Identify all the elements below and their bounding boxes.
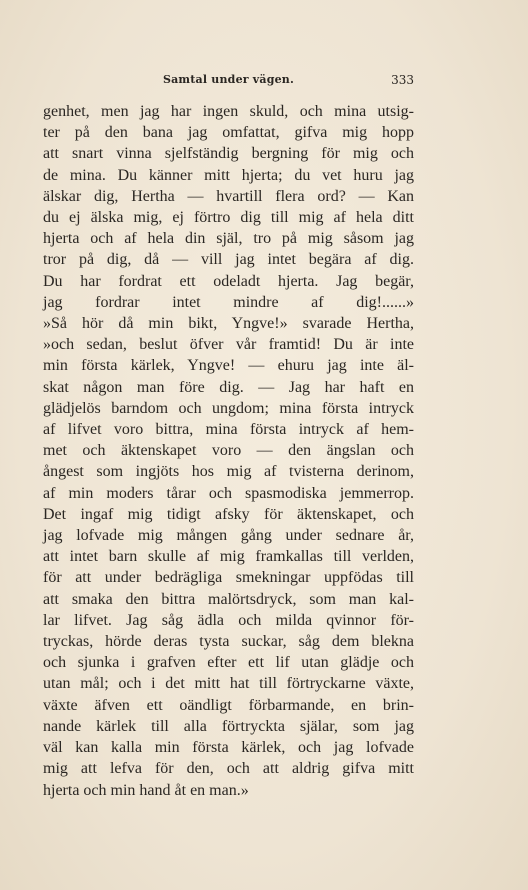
text-line: skat någon man före dig. — Jag har haft en xyxy=(43,378,414,396)
text-line: nande kärlek till alla förtryckta själar, som jag xyxy=(43,717,414,735)
page-number: 333 xyxy=(391,73,414,87)
text-line: för att under bedrägliga smekningar uppfödas till xyxy=(43,569,414,587)
text-line: lar lifvet. Jag såg ädla och milda qvinnor för- xyxy=(43,611,414,629)
text-line: de mina. Du känner mitt hjerta; du vet huru jag xyxy=(43,166,414,184)
text-line: utan mål; och i det mitt hat till förtryckarne växte, xyxy=(43,675,414,693)
text-line: glädjelös barndom och ungdom; mina första intryck xyxy=(43,399,414,417)
text-line: met och äktenskapet voro — den ängslan och xyxy=(43,442,414,460)
running-title: Samtal under vägen. xyxy=(162,73,295,86)
text-line: att intet barn skulle af mig framkallas till verlden, xyxy=(43,548,414,566)
text-line: jag fordrar intet mindre af dig!......» xyxy=(43,293,414,311)
text-line: tryckas, hörde deras tysta suckar, såg dem blekna xyxy=(43,633,414,651)
text-line: att smaka den bittra malörtsdryck, som man kal- xyxy=(43,590,414,608)
text-line: af lifvet voro bittra, mina första intryck af hem- xyxy=(43,421,414,439)
text-line: min första kärlek, Yngve! — ehuru jag inte äl- xyxy=(43,357,414,375)
text-line: jag lofvade mig mången gång under sednare år, xyxy=(43,527,414,545)
text-line: mig att lefva för den, och att aldrig gifva mitt xyxy=(43,760,414,778)
text-line: tror på dig, då — vill jag intet begära af dig. xyxy=(43,251,414,269)
text-line: och sjunka i grafven efter ett lif utan glädje och xyxy=(43,654,414,672)
text-line: »och sedan, beslut öfver vår framtid! Du är inte xyxy=(43,336,414,354)
text-line: genhet, men jag har ingen skuld, och mina utsig- xyxy=(43,103,414,120)
text-line: väl kan kalla min första kärlek, och jag lofvade xyxy=(43,739,414,757)
text-line: du ej älska mig, ej förtro dig till mig af hela ditt xyxy=(43,209,414,227)
text-line: hjerta och af hela din själ, tro på mig såsom jag xyxy=(43,230,414,248)
text-line: »Så hör då min bikt, Yngve!» svarade Hertha, xyxy=(43,315,414,333)
text-line: hjerta och min hand åt en man.» xyxy=(43,781,249,799)
text-line: ter på den bana jag omfattat, gifva mig hopp xyxy=(43,124,414,142)
text-line: af min moders tårar och spasmodiska jemmerrop. xyxy=(43,484,414,502)
text-line: Du har fordrat ett odeladt hjerta. Jag begär, xyxy=(43,272,414,290)
text-line: älskar dig, Hertha — hvartill flera ord? — Kan xyxy=(43,187,414,205)
running-head xyxy=(43,70,414,90)
text-line: att snart vinna sjelfständig bergning för mig och xyxy=(43,145,414,163)
body-text xyxy=(43,101,414,801)
text-line: Det ingaf mig tidigt afsky för äktenskapet, och xyxy=(43,505,414,523)
text-line: växte äfven ett oändligt förbarmande, en brin- xyxy=(43,696,414,714)
text-line: ångest som ingjöts hos mig af tvisterna derinom, xyxy=(43,463,414,481)
